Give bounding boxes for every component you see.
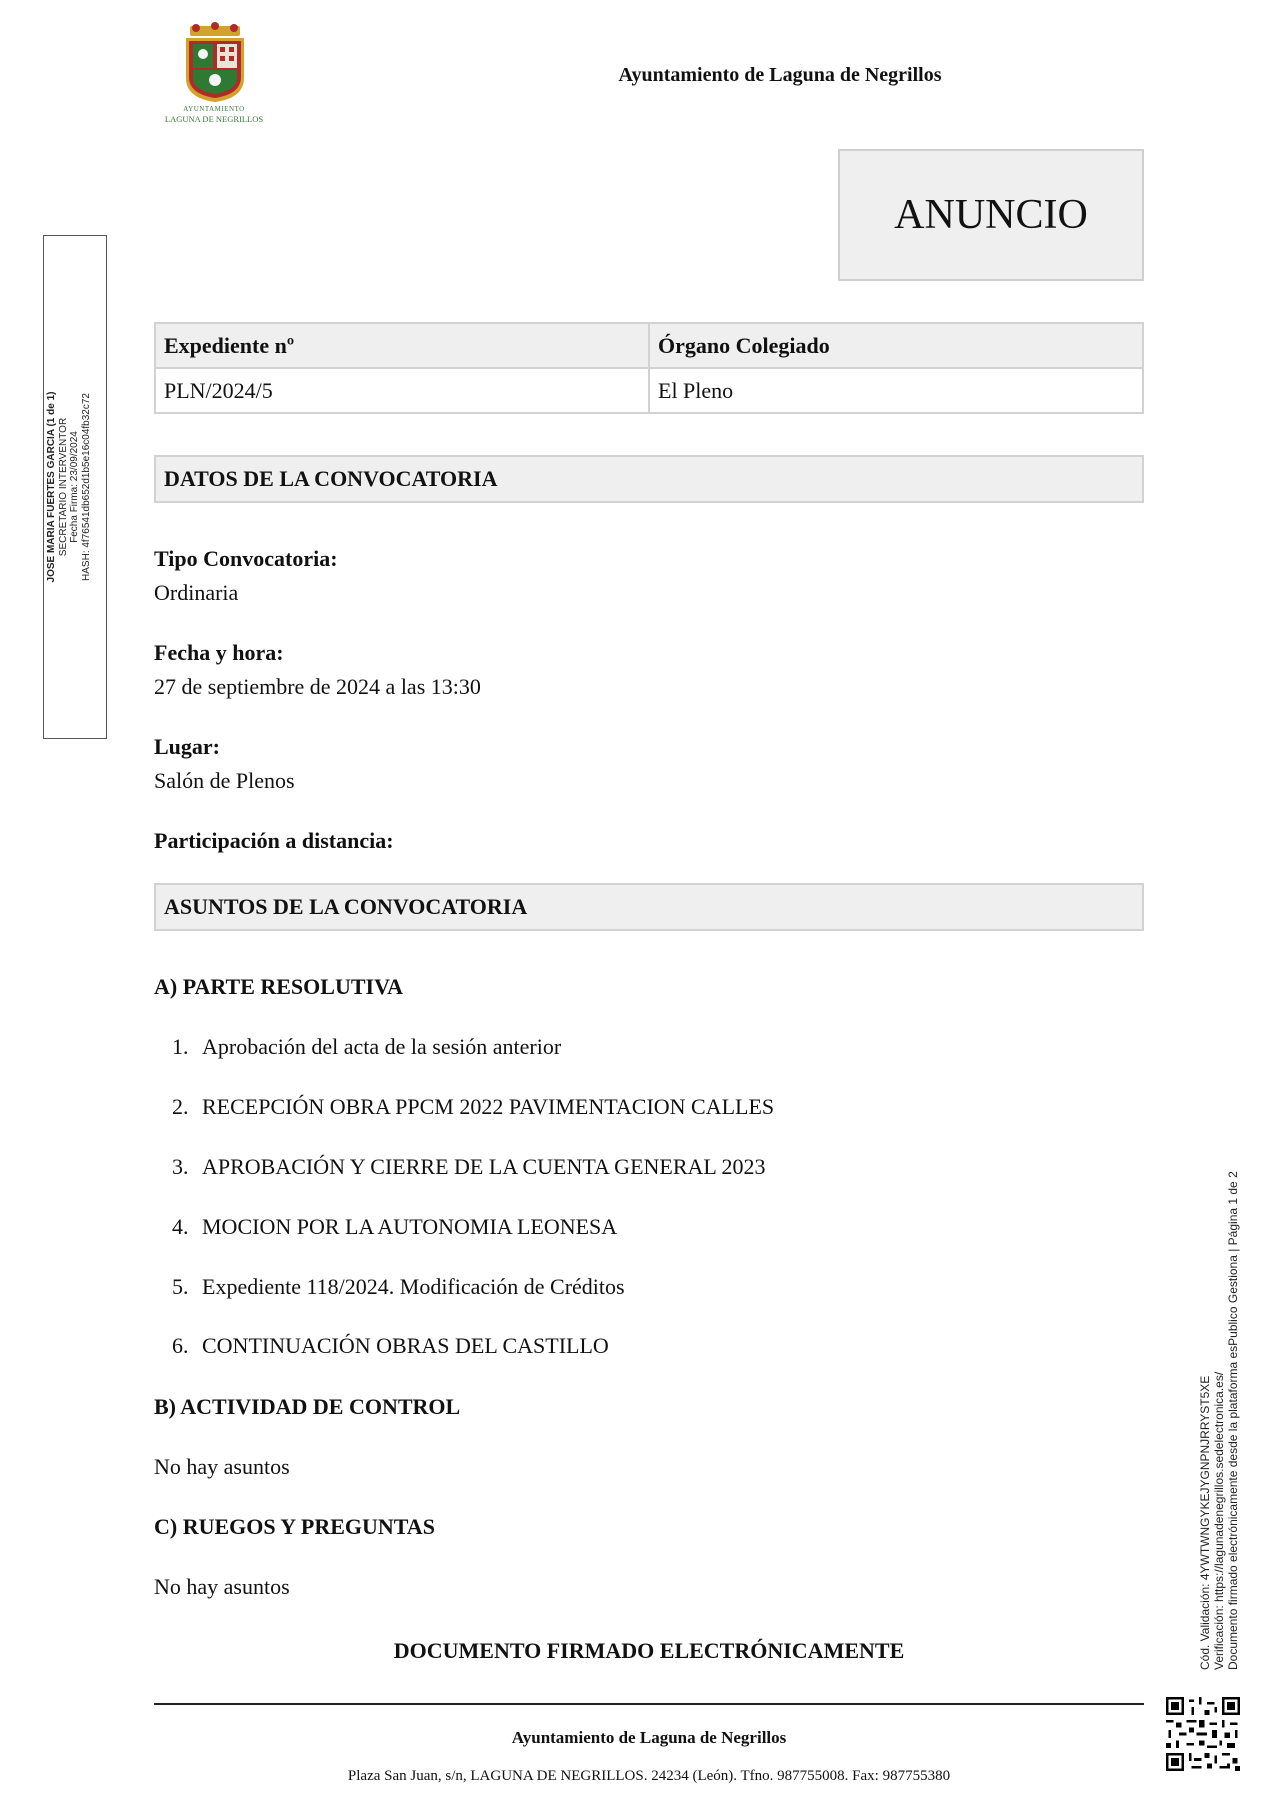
document-type-title: ANUNCIO xyxy=(894,192,1088,238)
fecha-hora-value: 27 de septiembre de 2024 a las 13:30 xyxy=(154,674,481,699)
qr-code-icon xyxy=(1166,1697,1240,1771)
section-asuntos-convocatoria xyxy=(154,883,1144,931)
ruegos-preguntas-title: C) RUEGOS Y PREGUNTAS xyxy=(154,1514,435,1539)
expediente-header: Expediente nº xyxy=(155,323,649,368)
signed-notice: DOCUMENTO FIRMADO ELECTRÓNICAMENTE xyxy=(393,1638,905,1663)
organo-header: Órgano Colegiado xyxy=(649,323,1143,368)
parte-resolutiva-title: A) PARTE RESOLUTIVA xyxy=(154,974,404,999)
signature-role: SECRETARIO INTERVENTOR xyxy=(57,417,69,557)
section-asuntos-title: ASUNTOS DE LA CONVOCATORIA xyxy=(164,894,528,919)
list-item xyxy=(172,1154,766,1180)
list-item-text: Expediente 118/2024. Modificación de Créditos xyxy=(202,1274,625,1299)
participacion-distancia-label: Participación a distancia: xyxy=(154,828,394,853)
signature-date: Fecha Firma: 23/09/2024 xyxy=(69,431,80,543)
list-item-number: 5. xyxy=(172,1274,189,1299)
ruegos-preguntas-value: No hay asuntos xyxy=(154,1574,290,1599)
fecha-hora-label: Fecha y hora: xyxy=(154,640,284,665)
logo-caption-bottom: LAGUNA DE NEGRILLOS xyxy=(164,114,264,124)
list-item-number: 2. xyxy=(172,1094,189,1119)
list-item-number: 4. xyxy=(172,1214,189,1239)
lugar-label: Lugar: xyxy=(154,734,220,759)
validation-code: Cód. Validación: 4YWTWNGYKEJYGNPNJRRYST5XE xyxy=(1198,1375,1212,1670)
signature-stamp-text xyxy=(46,237,104,737)
footer-organization: Ayuntamiento de Laguna de Negrillos xyxy=(511,1728,787,1747)
actividad-control-title: B) ACTIVIDAD DE CONTROL xyxy=(154,1394,461,1419)
list-item-text: RECEPCIÓN OBRA PPCM 2022 PAVIMENTACION CALLES xyxy=(202,1094,775,1119)
list-item xyxy=(172,1034,561,1060)
logo-caption-top: AYUNTAMIENTO xyxy=(183,105,245,113)
section-datos-convocatoria xyxy=(154,455,1144,503)
list-item-number: 1. xyxy=(172,1034,189,1059)
list-item-text: CONTINUACIÓN OBRAS DEL CASTILLO xyxy=(202,1333,609,1358)
list-item-number: 6. xyxy=(172,1333,189,1358)
list-item-text: APROBACIÓN Y CIERRE DE LA CUENTA GENERAL 2023 xyxy=(202,1154,766,1179)
list-item xyxy=(172,1214,617,1240)
list-item-text: MOCION POR LA AUTONOMIA LEONESA xyxy=(202,1214,618,1239)
header-organization: Ayuntamiento de Laguna de Negrillos xyxy=(618,64,942,86)
footer-divider xyxy=(154,1703,1144,1705)
signature-hash: HASH: 4f76541db652d1b5e16c04fb32c72 xyxy=(80,393,92,581)
table-row xyxy=(155,368,1143,413)
list-item-text: Aprobación del acta de la sesión anterior xyxy=(202,1034,562,1059)
lugar-value: Salón de Plenos xyxy=(154,768,295,793)
expediente-value: PLN/2024/5 xyxy=(155,368,649,413)
tipo-convocatoria-label: Tipo Convocatoria: xyxy=(154,546,338,571)
list-item-number: 3. xyxy=(172,1154,189,1179)
list-item xyxy=(172,1333,609,1359)
organo-value: El Pleno xyxy=(649,368,1143,413)
footer-address: Plaza San Juan, s/n, LAGUNA DE NEGRILLOS. 24234 (León). Tfno. 987755008. Fax: 987755380 xyxy=(347,1768,951,1784)
validation-url: Verificación: https://lagunadenegrillos.sedelectronica.es/ xyxy=(1212,1371,1226,1670)
logo-caption xyxy=(150,104,278,124)
tipo-convocatoria-value: Ordinaria xyxy=(154,580,239,605)
signature-signer: JOSE MARIA FUERTES GARCIA (1 de 1) xyxy=(46,391,57,583)
validation-strip xyxy=(1198,1130,1254,1670)
validation-note: Documento firmado electrónicamente desde la plataforma esPublico Gestiona | Página 1 de 2 xyxy=(1226,1171,1240,1670)
table-header-row xyxy=(155,323,1143,368)
list-item xyxy=(172,1094,774,1120)
list-item xyxy=(172,1274,625,1300)
expediente-table xyxy=(154,322,1144,414)
actividad-control-value: No hay asuntos xyxy=(154,1454,290,1479)
document-type-box xyxy=(838,149,1144,281)
section-datos-title: DATOS DE LA CONVOCATORIA xyxy=(164,466,498,491)
